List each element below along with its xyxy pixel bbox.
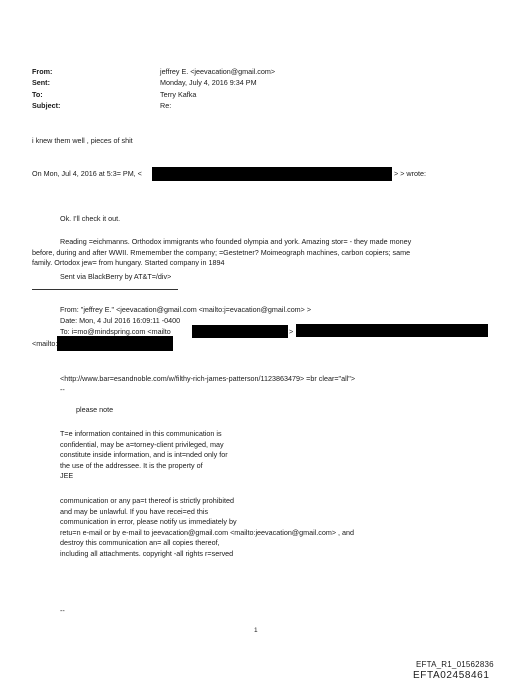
forward-to-tail: > — [289, 327, 294, 336]
disclaimer-line: constitute inside information, and is int=nded only for — [60, 450, 228, 459]
to-label: To: — [32, 90, 43, 99]
from-label: From: — [32, 67, 53, 76]
from-value: jeffrey E. <jeevacation@gmail.com> — [160, 67, 276, 76]
disclaimer-paragraph-2 — [60, 496, 354, 559]
forward-from: From: "jeffrey E." <jeevacation@gmail.com <mailto:j=evacation@gmail.com> > — [60, 305, 312, 314]
disclaimer-line: and may be unlawful. If you have recei=ed this — [60, 506, 209, 516]
sent-value: Monday, July 4, 2016 9:34 PM — [160, 78, 257, 87]
page-number: 1 — [254, 627, 258, 634]
disclaimer-line: confidential, may be a=torney-client privileged, may — [60, 439, 224, 449]
reading-paragraph — [32, 237, 411, 269]
reading-line: family. Ortodox jew= from hungary. Started company in 1894 — [32, 258, 225, 267]
sent-via-line: Sent via BlackBerry by AT&T=/div> — [60, 272, 172, 281]
disclaimer-line: JEE — [60, 471, 74, 480]
quoted-intro-wrote: > > wrote: — [394, 169, 426, 178]
disclaimer-line: T=e information contained in this communication is — [60, 429, 222, 438]
disclaimer-line: retu=n e-mail or by e-mail to jeevacation@gmail.com <mailto:jeevacation@gmail.com> , and — [60, 527, 355, 537]
forward-link: <http://www.bar=esandnoble.com/w/filthy-rich-james-patterson/1123863479> =br clear="all"> — [60, 374, 356, 383]
reading-line: before, during and after WWII. Rmemember the company; =Gestetner? Moimeograph machines, carbon copiers; same — [32, 247, 411, 257]
disclaimer-line: including all attachments. copyright -all rights r=served — [60, 548, 234, 558]
disclaimer-line: communication or any pa=t thereof is strictly prohibited — [60, 496, 234, 505]
forward-mailto: <mailto: — [32, 339, 58, 348]
disclaimer-line: communication in error, please notify us immediately by — [60, 517, 237, 526]
disclaimer-line: the use of the addressee. It is the property of — [60, 460, 203, 470]
forward-date: Date: Mon, 4 Jul 2016 16:09:11 -0400 — [60, 316, 181, 325]
to-value: Terry Kafka — [160, 90, 197, 99]
footer-code-2: EFTA02458461 — [413, 670, 490, 681]
redaction-bar — [57, 336, 173, 351]
subject-value: Re: — [160, 101, 172, 110]
divider — [32, 289, 178, 290]
disclaimer-paragraph-1 — [60, 429, 228, 482]
redaction-bar — [152, 167, 392, 181]
disclaimer-line: destroy this communication an= all copies thereof, — [60, 538, 220, 547]
redaction-bar — [296, 324, 488, 337]
reading-line: Reading =eichmanns. Orthodox immigrants who founded olympia and york. Amazing stor= - they made money — [60, 237, 412, 246]
footer-code-1: EFTA_R1_01562836 — [416, 660, 494, 669]
check-line: Ok. I'll check it out. — [60, 214, 121, 223]
quoted-intro: On Mon, Jul 4, 2016 at 5:3= PM, < — [32, 169, 142, 178]
separator-dashes: -- — [60, 606, 65, 615]
forward-to: To: i=mo@mindspring.com <mailto — [60, 327, 171, 336]
subject-label: Subject: — [32, 101, 61, 110]
reply-text: i knew them well , pieces of shit — [32, 136, 133, 145]
sent-label: Sent: — [32, 78, 50, 87]
redaction-bar — [192, 325, 288, 338]
please-note: please note — [76, 405, 114, 414]
separator-dashes: -- — [60, 385, 65, 394]
